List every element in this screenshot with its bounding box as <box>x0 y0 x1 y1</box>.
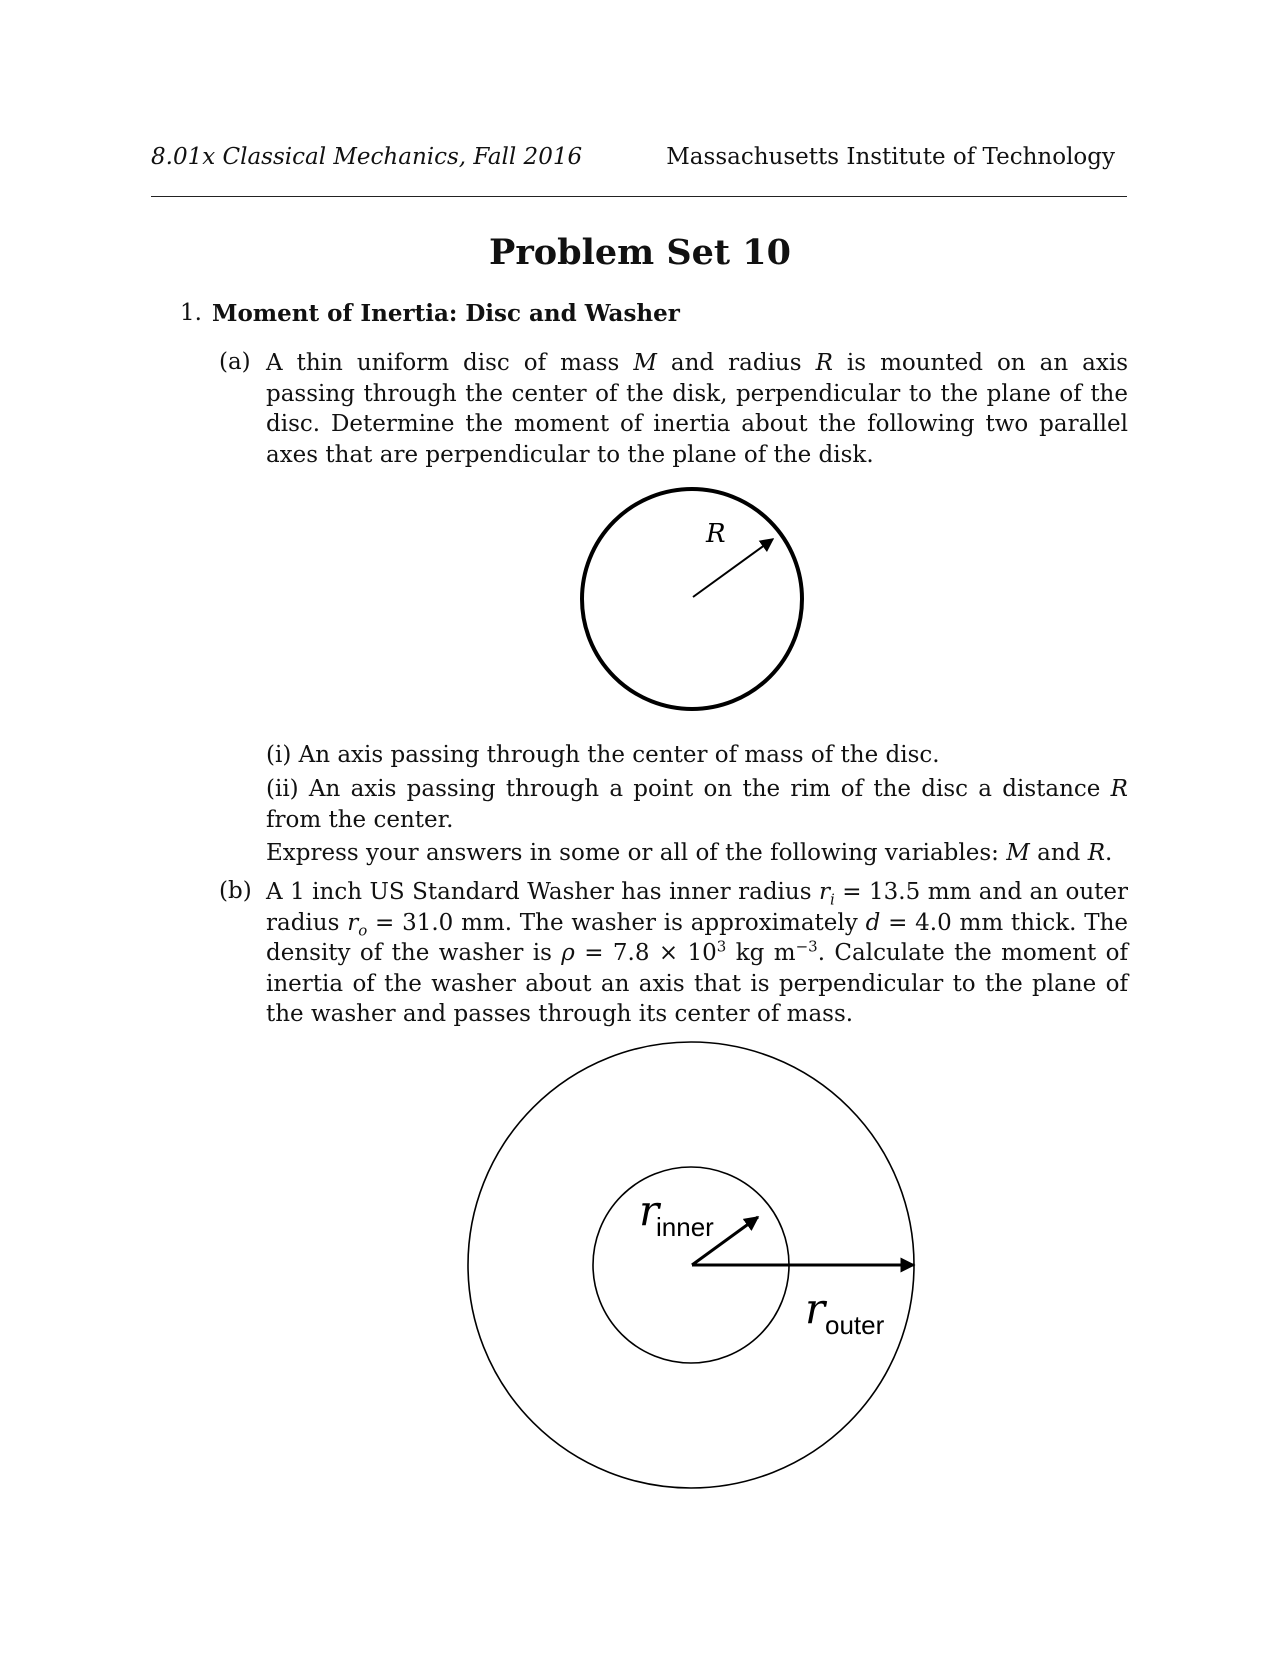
page-title: Problem Set 10 <box>489 232 791 273</box>
part-b-label: (b) <box>219 878 252 904</box>
part-a-express: Express your answers in some or all of the following variables: M and R. <box>266 840 1113 866</box>
inner-r-symbol: r <box>639 1186 660 1235</box>
part-a-item-i: (i) An axis passing through the center of mass of the disc. <box>266 742 940 768</box>
inner-subscript: inner <box>656 1212 714 1242</box>
outer-subscript: outer <box>825 1310 885 1340</box>
part-a-item-ii: (ii) An axis passing through a point on the rim of the disc a distance R from the center. <box>266 776 1128 833</box>
problem-title: Moment of Inertia: Disc and Washer <box>212 300 680 327</box>
disc-radius-label: R <box>706 519 726 549</box>
radius-arrow <box>693 539 773 597</box>
header-institution: Massachusetts Institute of Technology <box>666 144 1115 170</box>
problem-number: 1. <box>180 300 202 326</box>
washer-figure <box>465 1040 925 1500</box>
part-a-text: A thin uniform disc of mass M and radius R is mounted on an axis passing through the center of the disk, perpendicular to the plane of the disc. Determine the moment of inertia about the following two parallel axes that are perpendicular to the plane of the disk. <box>266 350 1129 468</box>
header-course: 8.01x Classical Mechanics, Fall 2016 <box>151 144 583 170</box>
disc-circle <box>582 489 802 709</box>
disc-figure <box>580 485 810 715</box>
part-a-label: (a) <box>219 349 251 375</box>
part-b-text: A 1 inch US Standard Washer has inner radius $r_i = 13.5$ mm and an outer radius $r_o = 31.0$ mm. The washer is approximately d = 4.0 mm thick. The density of the washer is $\rho = 7.8 \times 10^3$ kg $m^{-3}$. Calculate the moment of inertia of the washer about an axis that is perpendicular to the plane of the washer and passes through its center of mass. <box>266 879 1129 1027</box>
outer-r-symbol: r <box>805 1284 826 1333</box>
header-rule <box>151 196 1127 197</box>
